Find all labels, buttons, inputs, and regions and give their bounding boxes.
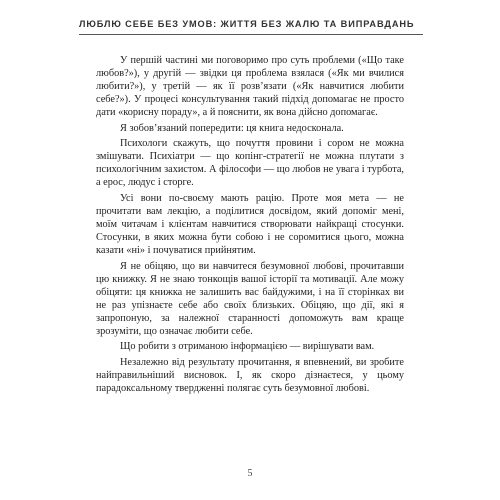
paragraph: Усі вони по-своєму мають рацію. Проте моя мета — не прочитати вам лекцію, а поділитися досвідом, який допоміг мені, моїм читачам і клієнтам навчитися створювати найкращі стосунки. Стосунки, в яких можна бути собою і не соромитися цього, можна казати «ні» і почуватися прийнятим. [96, 192, 404, 257]
paragraph: Що робити з отриманою інформацією — вирішувати вам. [120, 341, 375, 353]
header-rule [79, 34, 423, 35]
paragraph: Незалежно від результату прочитання, я впевнений, ви зробите найправильніший висновок. І, як скоро дізнаєтеся, у цьому парадоксальному твердженні полягає суть безумовної любові. [96, 356, 404, 395]
body-text [96, 54, 404, 397]
paragraph: У першій частині ми поговоримо про суть проблеми («Що таке любов?»), у другій — звідки ця проблема взялася («Як ми вчилися любити?»), у третій — як її розв’язати («Як навчитися любити себе?»). У процесі консультування такий підхід допомагає не просто дати «корисну пораду», а й пояснити, як вона дійсно допомагає. [96, 55, 404, 119]
paragraph: Я не обіцяю, що ви навчитеся безумовної любові, прочитавши цю книжку. Я не знаю тонкощів вашої історії та мотивації. Але можу обіцяти: ця книжка не залишить вас байдужими, і на її сторінках ви не раз упізнаєте себе або своїх близьких. Обіцяю, що дії, які я запропоную, за належної старанності допоможуть вам краще зрозуміти, що означає любити себе. [96, 260, 404, 338]
paragraph: Психологи скажуть, що почуття провини і сором не можна змішувати. Психіатри — що копінг-стратегії не можна плутати з психологічним захистом. А філософи — що любов не увага і турбота, а ерос, людус і сторге. [96, 138, 404, 189]
paragraph: Я зобов’язаний попередити: ця книга недосконала. [120, 122, 344, 134]
page-number: 5 [247, 468, 253, 479]
running-header: ЛЮБЛЮ СЕБЕ БЕЗ УМОВ: ЖИТТЯ БЕЗ ЖАЛЮ ТА ВИПРАВДАНЬ [79, 19, 415, 29]
